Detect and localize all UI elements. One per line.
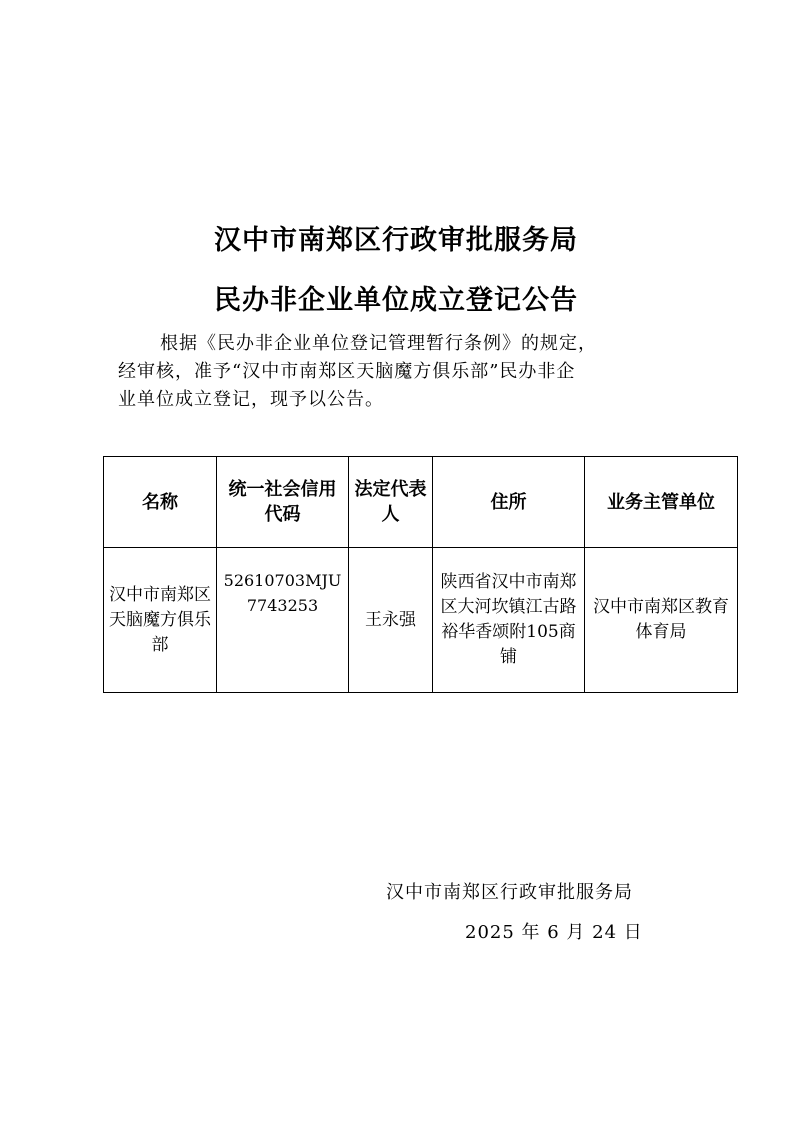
paragraph-line-3: 业单位成立登记，现予以公告。: [118, 389, 384, 410]
table-header-row: [104, 457, 738, 548]
signature-organization: 汉中市南郑区行政审批服务局: [386, 882, 633, 903]
header-address: 住所: [433, 457, 585, 548]
header-credit-code: 统一社会信用代码: [217, 457, 349, 548]
paragraph-line-2: 经审核，准予“汉中市南郑区天脑魔方俱乐部”民办非企: [118, 361, 576, 382]
title-line-2: 民办非企业单位成立登记公告: [214, 285, 578, 316]
cell-authority: 汉中市南郑区教育体育局: [585, 548, 738, 693]
cell-credit-code: 52610703MJU7743253: [217, 548, 349, 693]
header-name: 名称: [104, 457, 217, 548]
signature-date: 2025 年 6 月 24 日: [465, 922, 643, 943]
cell-legal-rep: 王永强: [349, 548, 433, 693]
cell-address: 陕西省汉中市南郑区大河坎镇江古路裕华香颂附105商铺: [433, 548, 585, 693]
registration-table: [103, 456, 738, 693]
header-legal-rep: 法定代表人: [349, 457, 433, 548]
paragraph-line-1: 根据《民办非企业单位登记管理暂行条例》的规定，: [160, 333, 597, 354]
table-row: [104, 548, 738, 693]
announcement-body: [118, 330, 666, 414]
header-authority: 业务主管单位: [585, 457, 738, 548]
title-line-1: 汉中市南郑区行政审批服务局: [214, 225, 578, 256]
cell-name: 汉中市南郑区天脑魔方俱乐部: [104, 548, 217, 693]
